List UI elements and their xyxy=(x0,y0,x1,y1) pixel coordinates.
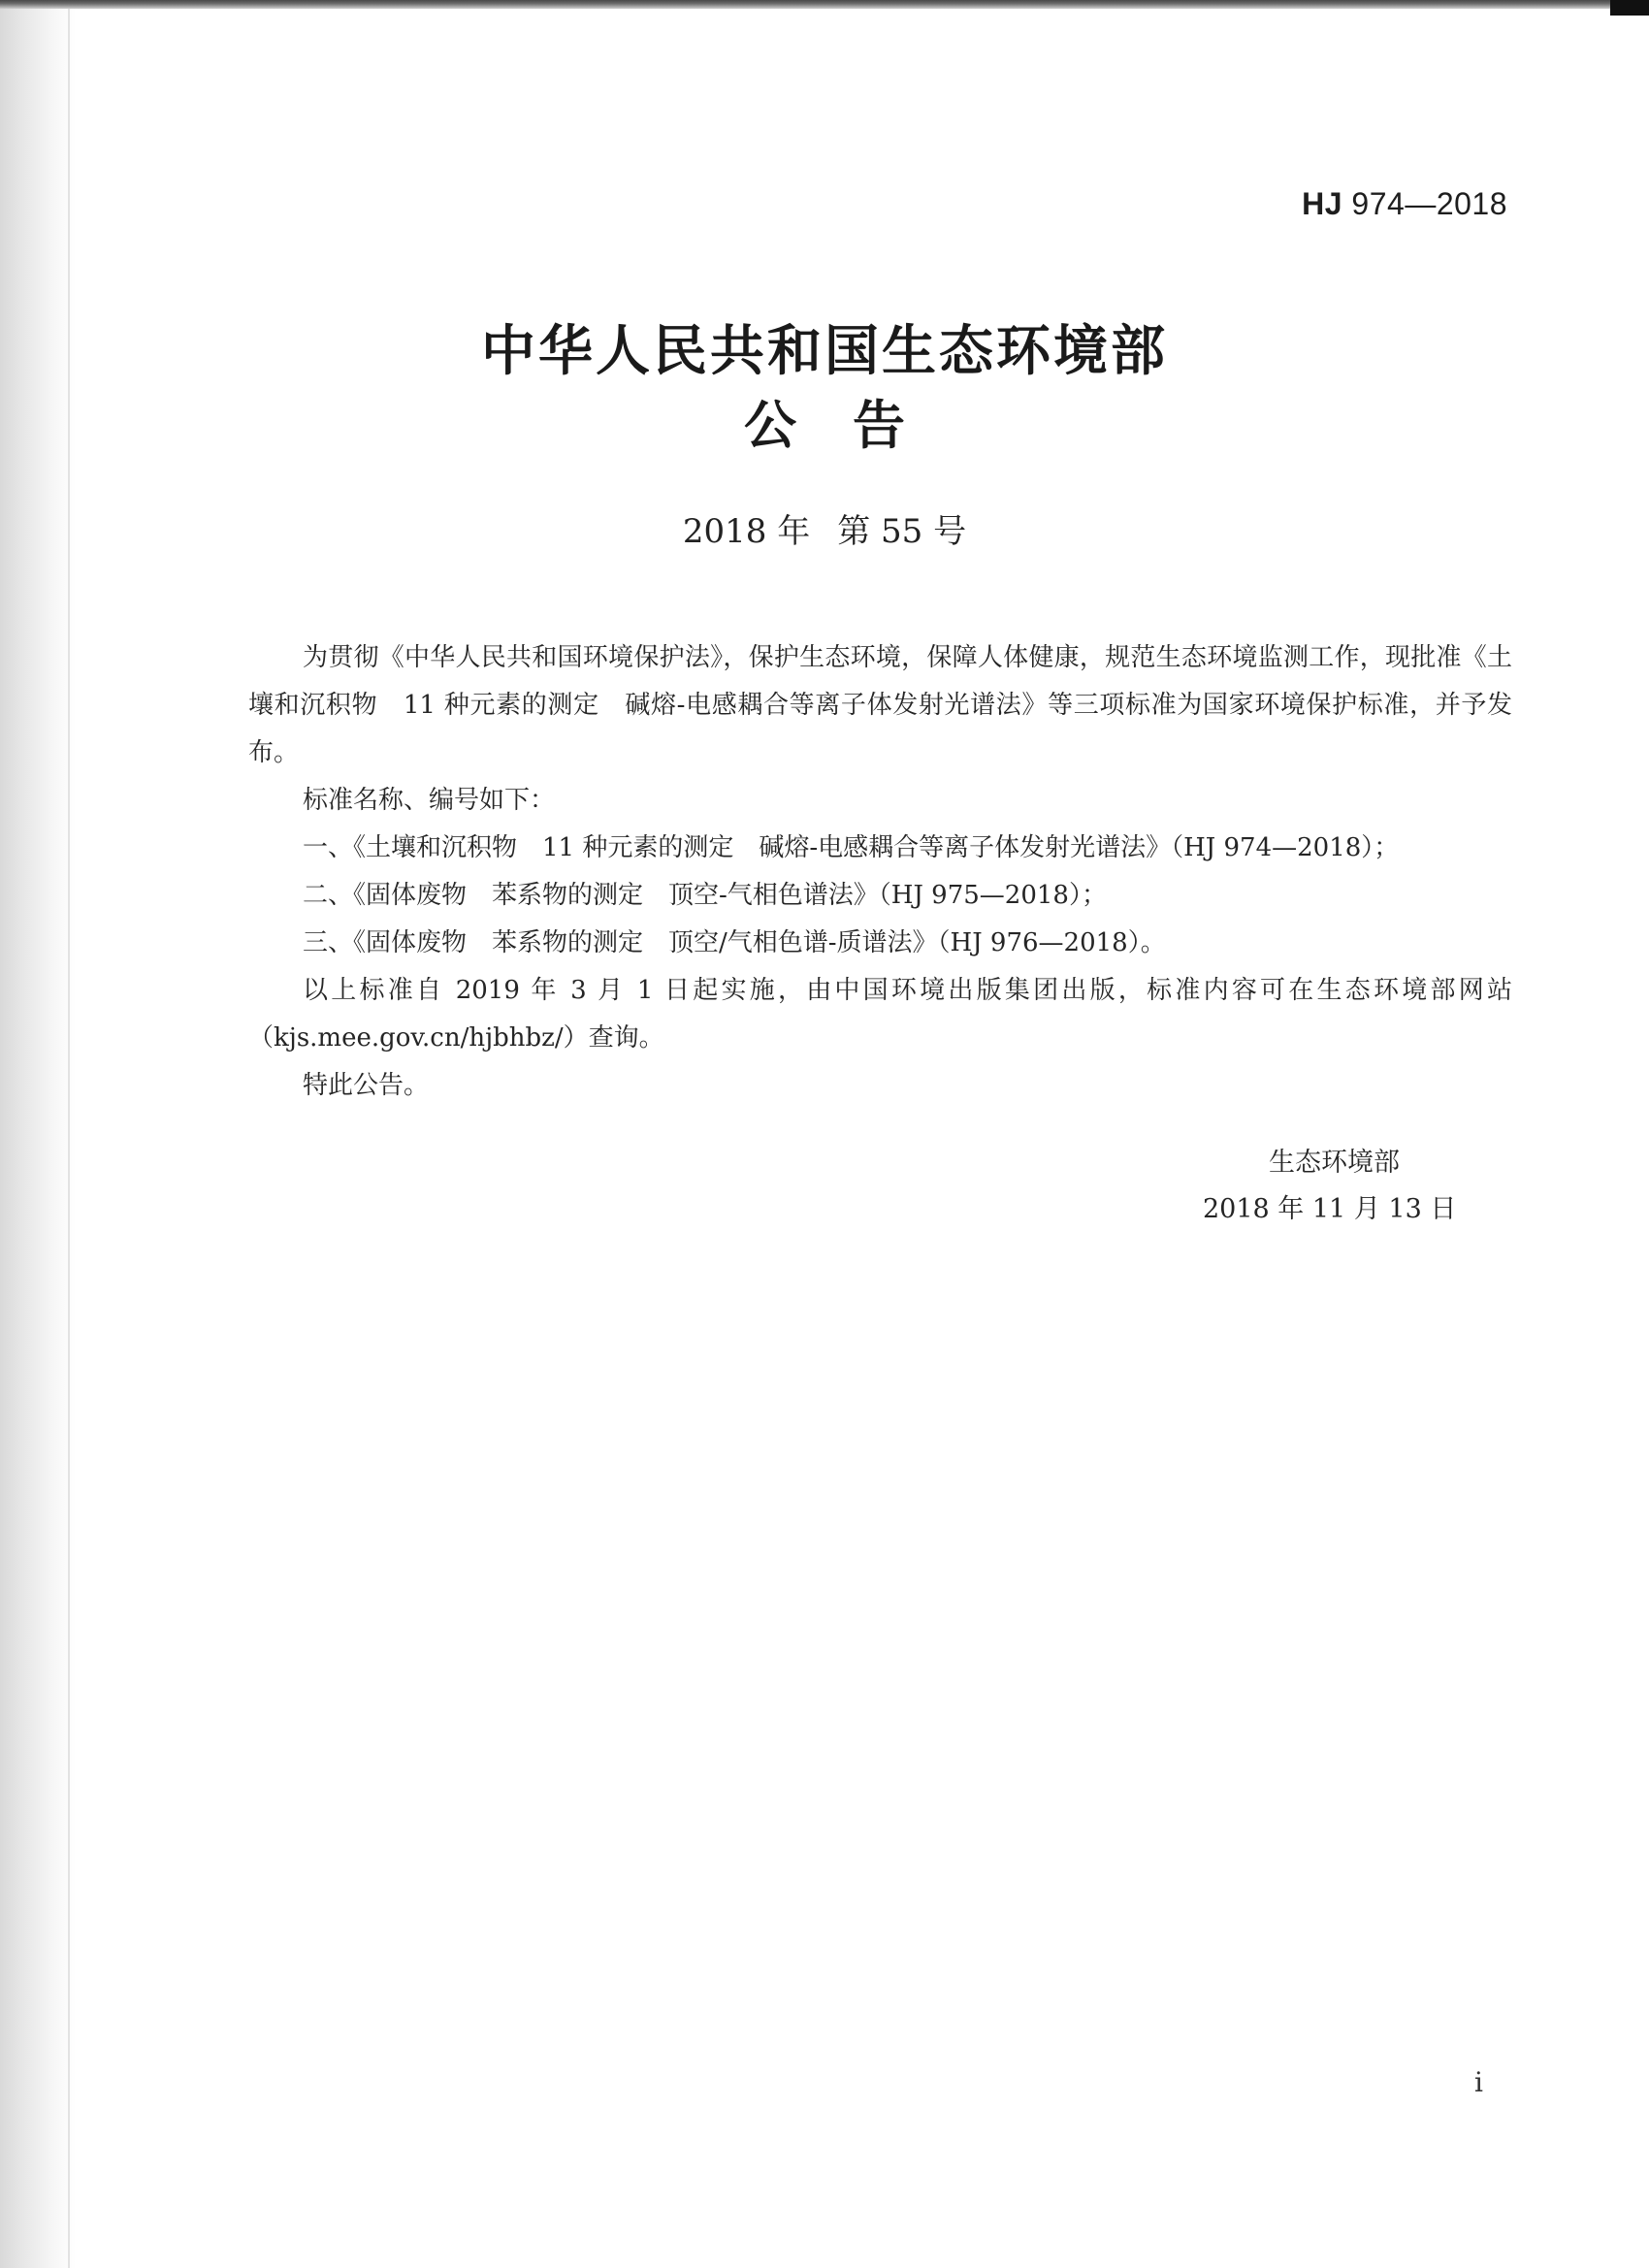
standard-code-prefix: HJ xyxy=(1302,186,1343,221)
page-number: i xyxy=(1474,2066,1483,2098)
implementation-paragraph: 以上标准自 2019 年 3 月 1 日起实施，由中国环境出版集团出版，标准内容可在生态环境部网站（kjs.mee.gov.cn/hjbhbz/）查询。 xyxy=(248,976,1512,1053)
scan-top-edge xyxy=(0,0,1649,9)
doc-title: 公告 xyxy=(744,394,961,456)
doc-number xyxy=(0,504,1649,552)
doc-year: 2018 年 xyxy=(682,512,811,551)
standard-item-1: 一、《土壤和沉积物 11 种元素的测定 碱熔-电感耦合等离子体发射光谱法》（HJ 974—2018）； xyxy=(303,833,1400,862)
intro-paragraph: 为贯彻《中华人民共和国环境保护法》，保护生态环境，保障人体健康，规范生态环境监测工作，现批准《土壤和沉积物 11 种元素的测定 碱熔-电感耦合等离子体发射光谱法》等三项标准为国家环境保护标准，并予发布。 xyxy=(248,643,1512,767)
standard-code xyxy=(1302,186,1507,222)
signature-date: 2018 年 11 月 13 日 xyxy=(1203,1194,1457,1224)
scan-top-right-corner xyxy=(1610,0,1649,16)
standard-item-2: 二、《固体废物 苯系物的测定 顶空-气相色谱法》（HJ 975—2018）； xyxy=(303,881,1107,910)
standard-item-3: 三、《固体废物 苯系物的测定 顶空/气相色谱-质谱法》（HJ 976—2018）。 xyxy=(303,928,1166,957)
signature-org: 生态环境部 xyxy=(1269,1148,1400,1178)
announcement-body xyxy=(248,634,1512,1110)
signature-block xyxy=(1203,1140,1494,1233)
standard-code-number: 974—2018 xyxy=(1351,186,1507,221)
closing-line: 特此公告。 xyxy=(303,1071,430,1100)
doc-issue-number: 第 55 号 xyxy=(837,512,967,551)
list-intro: 标准名称、编号如下： xyxy=(303,786,556,815)
org-title: 中华人民共和国生态环境部 xyxy=(481,319,1168,383)
